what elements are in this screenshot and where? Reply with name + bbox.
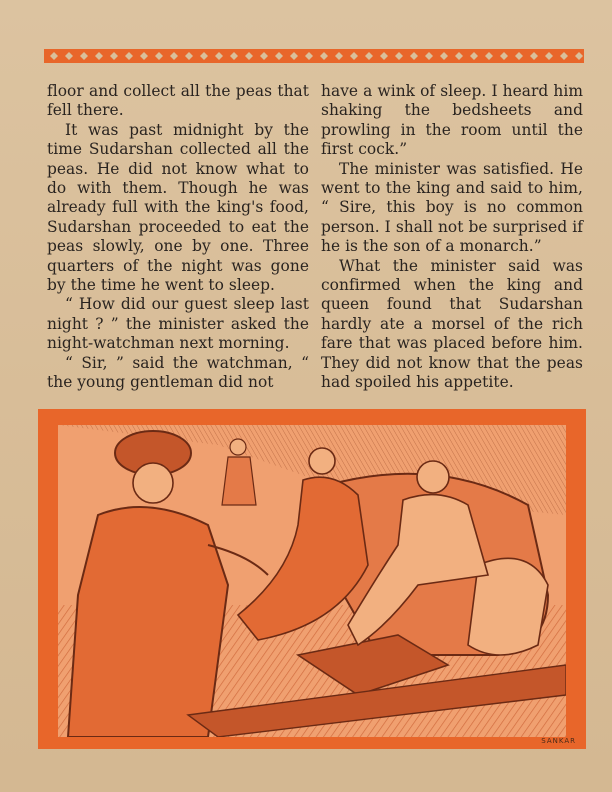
paragraph: “ Sir, ” said the watchman, “ the young gentleman did not [47,353,309,392]
text-column-left [47,82,309,393]
paragraph: “ How did our guest sleep last night ? ” the minister asked the night-watchman next morning. [47,295,309,353]
paragraph: floor and collect all the peas that fell there. [47,82,309,120]
text-column-right [321,82,583,393]
story-illustration [38,409,586,749]
paragraph: The minister was satisfied. He went to the king and said to him, “ Sire, this boy is no common person. I shall not be surprised if he is the son of a monarch.” [321,159,583,256]
illustration-artwork [58,425,566,737]
decorative-border-strip [44,49,584,63]
illustration-scene [58,425,566,737]
paragraph: have a wink of sleep. I heard him shaking the bedsheets and prowling in the room until the first cock.” [321,82,583,159]
paragraph: What the minister said was confirmed when the king and queen found that Sudarshan hardly ate a morsel of the rich fare that was placed before him. They did not know that the peas had spoiled his appetite. [321,256,583,392]
paragraph: It was past midnight by the time Sudarshan collected all the peas. He did not know what to do with them. Though he was already full with the king's food, Sudarshan proceeded to eat the peas slowly, one by one. Three quarters of the night was gone by the time he went to sleep. [47,120,309,295]
artist-signature: SANKAR [541,737,576,745]
